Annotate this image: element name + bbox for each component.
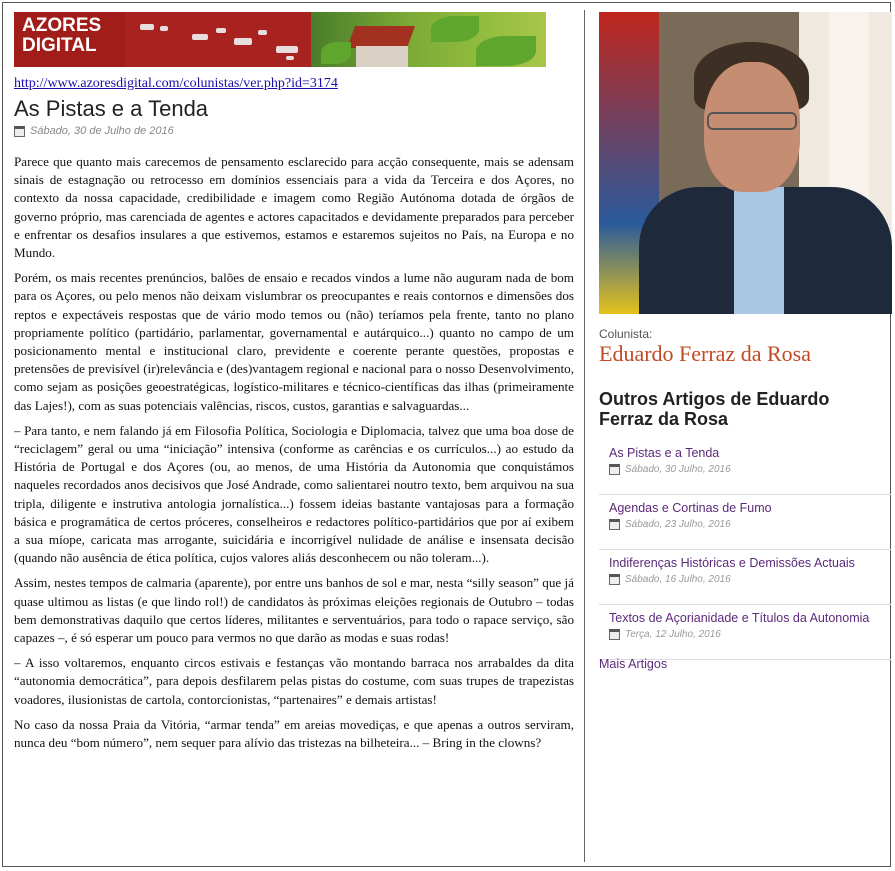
site-banner[interactable]	[14, 12, 546, 67]
list-item[interactable]: Agendas e Cortinas de Fumo Sábado, 23 Julho, 2016	[599, 495, 891, 550]
column-divider	[584, 10, 585, 862]
other-article-link[interactable]: Agendas e Cortinas de Fumo	[609, 501, 772, 515]
article-title: As Pistas e a Tenda	[14, 96, 209, 121]
other-articles-list	[599, 440, 891, 660]
article-body	[14, 153, 574, 759]
more-articles-link[interactable]: Mais Artigos	[599, 657, 668, 671]
banner-landscape-image	[311, 12, 546, 67]
author-photo	[599, 12, 892, 314]
article-paragraph: No caso da nossa Praia da Vitória, “armar tenda” em areias movediças, e que apenas a outros serviram, nunca deu “bom número”, nem sequer para alívio das tristezas na bilheteira... – Bring in the clowns?	[14, 716, 574, 751]
calendar-icon	[609, 519, 620, 530]
columnist-label: Colunista:	[599, 327, 653, 341]
article-paragraph: Porém, os mais recentes prenúncios, balões de ensaio e recados vindos a lume não auguram nada de bom para os Açores, ou pelo menos não deixam vislumbrar os preocupantes e reais contornos e dimensões dos reptos e expectáveis respostas que de vário modo temos ou (não) teríamos pela frente, tanto no plano propriamente político (partidário, parlamentar, governamental e autárquico...) quanto no campo de um posicionamento mental e institucional claro, previdente e coerente perante questões, propostas e pretensões de previsível (ir)relevância e (des)vantagem regional e nacional para o nosso Desenvolvimento, como sejam as posições geoestratégicas, logístico-militares e técnico-científicas das ilhas (primeiramente das Lajes!), com as suas potenciais valências, riscos, custos, garantias e salvaguardas...	[14, 270, 574, 413]
calendar-icon	[14, 126, 25, 137]
article-url-link[interactable]: http://www.azoresdigital.com/colunistas/ver.php?id=3174	[14, 76, 338, 91]
other-article-link[interactable]: Textos de Açorianidade e Títulos da Autonomia	[609, 611, 870, 625]
list-item[interactable]: Textos de Açorianidade e Títulos da Autonomia Terça, 12 Julho, 2016	[599, 605, 891, 660]
author-name[interactable]: Eduardo Ferraz da Rosa	[599, 341, 811, 366]
calendar-icon	[609, 574, 620, 585]
other-article-link[interactable]: As Pistas e a Tenda	[609, 446, 720, 460]
article-paragraph: – Para tanto, e nem falando já em Filosofia Política, Sociologia e Diplomacia, talvez que uma boa dose de “reciclagem” geral ou uma “iniciação” intensiva (conforme as carências e os currículos...) ao estudo da História de Portugal e dos Açores (ou, ao menos, de uma História da Autonomia que conquistámos naqueles recordados anos decisivos que José Andrade, como salientarei noutro texto, bem arquivou na sua tripla, diligente e instrutiva antologia jornalística...) fossem ideias bastante vantajosas para a formação básica e programática de certos próceres, conselheiros e redactores político-partidários que por aí exibem a sua míope, caricata mas arrogante, suicidária e incorrigível nulidade de análise e insensata decisão (quando não ausência de ética política, cujos valores aliás desconhecem ou não toleram...).	[14, 422, 574, 566]
azores-map-graphic	[126, 12, 311, 67]
calendar-icon	[609, 464, 620, 475]
list-item[interactable]: Indiferenças Históricas e Demissões Actuais Sábado, 16 Julho, 2016	[599, 550, 891, 605]
site-logo[interactable]: AZORES DIGITAL	[14, 12, 126, 67]
other-articles-heading: Outros Artigos de Eduardo Ferraz da Rosa	[599, 389, 830, 429]
article-paragraph: Assim, nestes tempos de calmaria (aparente), por entre uns banhos de sol e mar, nesta “silly season” que já quase ultimou as listas (e que lindo rol!) de candidatos às próximas eleições regionais de Outubro – todas bem demonstrativas daquilo que certos líderes, militantes e serventuários, para todo o rapace serviço, são capazes –, é só esperar um pouco para vermos no que darão as modas e suas rodas!	[14, 575, 574, 646]
article-paragraph: – A isso voltaremos, enquanto circos estivais e festanças vão montando barraca nos arrabaldes da dita “autonomia democrática”, para depois desfilarem pelas pistas do costume, com suas trupes de trapezistas voadores, ilusionistas de cartola, contorcionistas, “partenaires” e demais artistas!	[14, 655, 574, 707]
calendar-icon	[609, 629, 620, 640]
article-date: Sábado, 30 de Julho de 2016	[14, 125, 174, 137]
other-article-link[interactable]: Indiferenças Históricas e Demissões Actuais	[609, 556, 855, 570]
article-paragraph: Parece que quanto mais carecemos de pensamento esclarecido para acção consequente, mais se adensam sinais de estagnação ou retrocesso em domínios essenciais para a vida da Terceira e dos Açores, no contexto da nossa capacidade, credibilidade e imagem como Região Autónoma dotada de órgãos de governo próprio, mas carenciada de agentes e actores capacitados e devidamente preparados para perceber e enfrentar os desafios insulares a que estivemos, estamos e estaremos sujeitos no País, na Europa e no Mundo.	[14, 154, 574, 261]
list-item[interactable]: As Pistas e a Tenda Sábado, 30 Julho, 2016	[599, 440, 891, 495]
